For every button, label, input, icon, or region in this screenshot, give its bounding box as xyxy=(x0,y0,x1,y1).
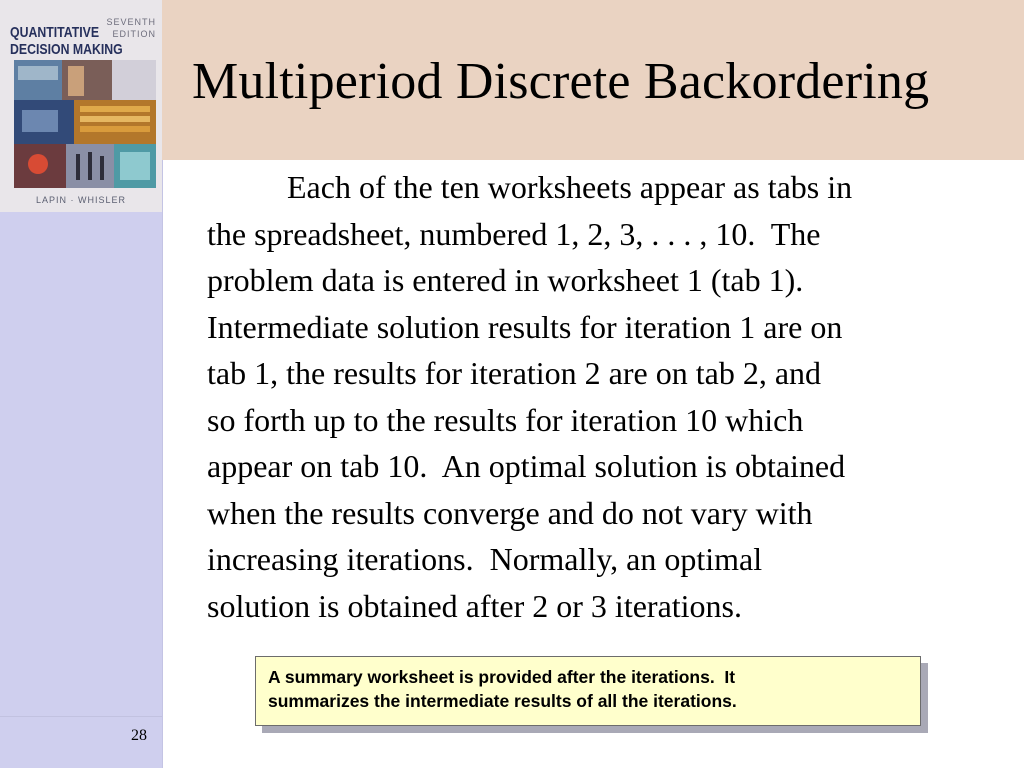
body-line: the spreadsheet, numbered 1, 2, 3, . . . , 10. The xyxy=(207,215,821,252)
book-authors: LAPIN · WHISLER xyxy=(35,195,126,205)
body-line: so forth up to the results for iteration 10 which xyxy=(207,401,804,438)
body-line: Each of the ten worksheets appear as tabs in xyxy=(207,169,853,205)
book-edition-line-1: SEVENTH xyxy=(106,17,156,27)
book-cover-image xyxy=(0,0,162,212)
body-paragraph xyxy=(207,164,1019,629)
body-line: appear on tab 10. An optimal solution is obtained xyxy=(207,448,846,484)
book-cover-collage-icon xyxy=(14,60,156,188)
sidebar-divider xyxy=(0,716,162,717)
callout-line: summarizes the intermediate results of all the iterations. xyxy=(268,691,737,711)
body-line: Intermediate solution results for iteration 1 are on xyxy=(207,308,843,345)
summary-callout-box xyxy=(255,656,921,726)
callout-line: A summary worksheet is provided after the iterations. It xyxy=(268,667,736,687)
page-number: 28 xyxy=(131,727,147,744)
book-title-line-2: DECISION MAKING xyxy=(10,41,123,58)
book-edition-line-2: EDITION xyxy=(112,29,156,39)
body-line: problem data is entered in worksheet 1 (tab 1). xyxy=(207,262,804,298)
slide-title: Multiperiod Discrete Backordering xyxy=(192,53,930,110)
body-line: solution is obtained after 2 or 3 iterations. xyxy=(207,587,742,624)
body-line: tab 1, the results for iteration 2 are on tab 2, and xyxy=(207,355,822,391)
body-line: when the results converge and do not vary with xyxy=(207,494,813,531)
book-title-line-1: QUANTITATIVE xyxy=(10,24,100,41)
title-bar xyxy=(162,0,1024,160)
body-line: increasing iterations. Normally, an optimal xyxy=(207,541,763,577)
book-title xyxy=(10,24,123,58)
